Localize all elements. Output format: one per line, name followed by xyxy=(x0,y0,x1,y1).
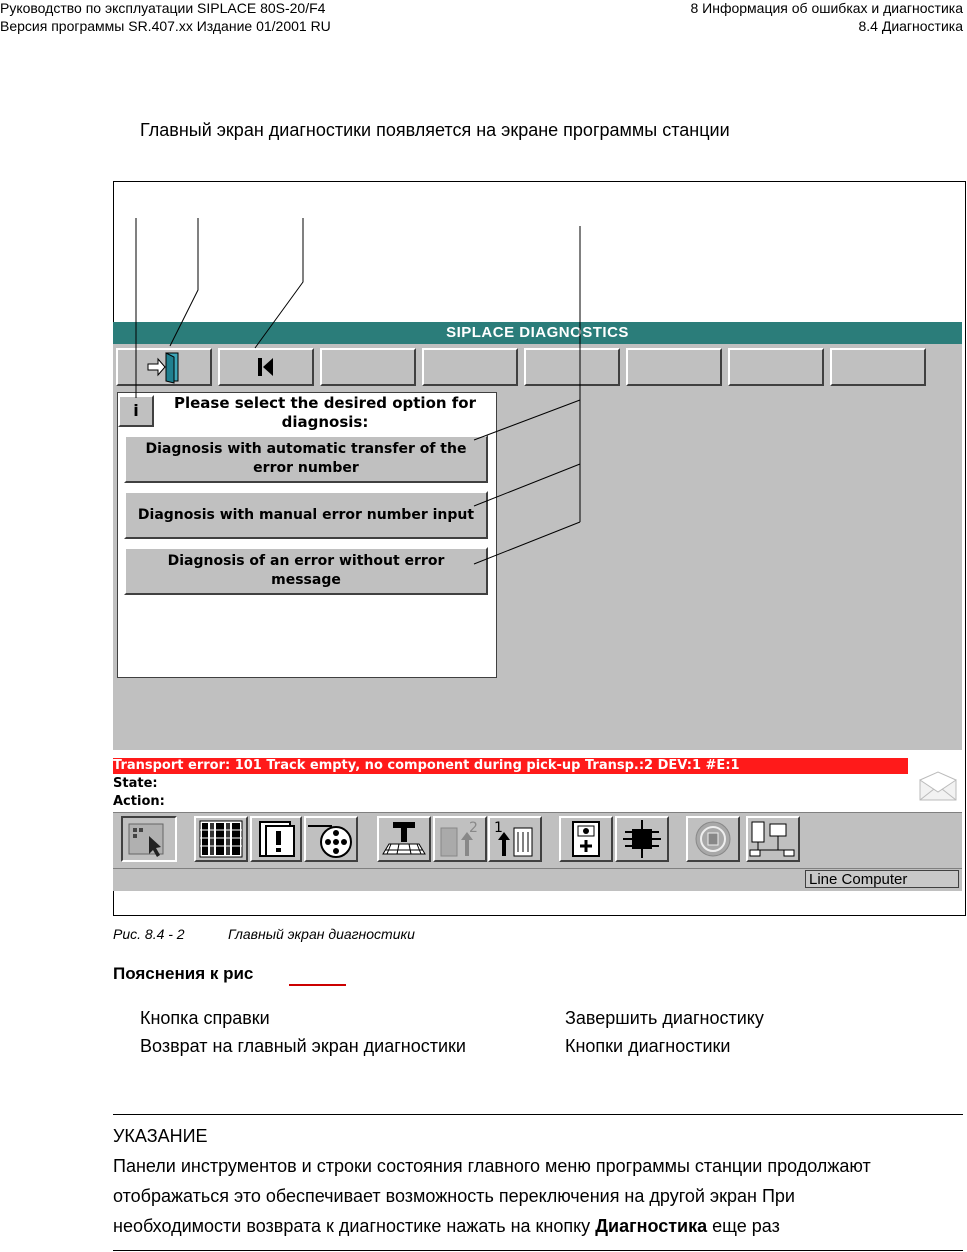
figure-number: Рис. 8.4 - 2 xyxy=(113,926,185,942)
note-bottom-rule xyxy=(113,1250,963,1251)
note-emphasis: Диагностика xyxy=(595,1216,708,1236)
envelope-icon[interactable] xyxy=(918,770,958,802)
svg-text:2: 2 xyxy=(469,820,478,836)
error-message-bar: Transport error: 101 Track empty, no component during pick-up Transp.:2 DEV:1 #E:1 xyxy=(113,758,908,774)
grid-table-icon xyxy=(196,818,246,860)
option-manual-input-button[interactable] xyxy=(124,491,488,539)
note-title: УКАЗАНИЕ xyxy=(113,1126,208,1146)
svg-text:1: 1 xyxy=(494,820,503,836)
toolbar-empty-button-2[interactable] xyxy=(422,348,518,386)
camera-add-icon xyxy=(561,818,611,860)
camera-add-button[interactable] xyxy=(559,816,613,862)
toolbar-empty-button-3[interactable] xyxy=(524,348,620,386)
help-button[interactable]: i xyxy=(118,395,154,427)
return-main-button[interactable] xyxy=(218,348,314,386)
header-chapter: 8 Информация об ошибках и диагностика xyxy=(690,0,963,16)
note-line: отображаться это обеспечивает возможность переключения на другой экран При xyxy=(113,1186,795,1206)
option-label: Diagnosis with automatic transfer of the error number xyxy=(145,441,467,476)
table-view-button[interactable] xyxy=(194,816,248,862)
legend-reference-line xyxy=(289,984,346,986)
header-section: 8.4 Диагностика xyxy=(858,18,963,34)
note-top-rule xyxy=(113,1114,963,1115)
option-auto-transfer-button[interactable] xyxy=(124,435,488,483)
skip-back-icon xyxy=(251,352,281,382)
window-title: SIPLACE DIAGNOSTICS xyxy=(113,322,962,344)
component-button[interactable] xyxy=(615,816,669,862)
header-doc-version: Версия программы SR.407.xx Издание 01/2001 RU xyxy=(0,18,331,34)
legend-item: Возврат на главный экран диагностики xyxy=(140,1036,466,1056)
chip-icon xyxy=(617,818,667,860)
legend-item: Завершить диагностику xyxy=(565,1008,764,1028)
figure-caption: Главный экран диагностики xyxy=(228,926,415,942)
toolbar-empty-button-1[interactable] xyxy=(320,348,416,386)
toolbar-empty-button-4[interactable] xyxy=(626,348,722,386)
note-line xyxy=(113,1216,780,1237)
option-no-message-button[interactable] xyxy=(124,547,488,595)
panel-prompt: Please select the desired option for diagnosis: xyxy=(174,394,476,431)
legend-item: Кнопка справки xyxy=(140,1008,270,1028)
line-computer-button[interactable] xyxy=(746,816,800,862)
placement-head-icon xyxy=(379,818,429,860)
note-line: Панели инструментов и строки состояния главного меню программы станции продолжают xyxy=(113,1156,871,1176)
recycle-button[interactable] xyxy=(686,816,740,862)
feeder-1-button[interactable] xyxy=(488,816,542,862)
note-text: еще раз xyxy=(707,1216,780,1236)
select-mode-button[interactable] xyxy=(121,816,177,862)
feeder-2-button[interactable] xyxy=(433,816,487,862)
legend-title: Пояснения к рис xyxy=(113,964,254,983)
toolbar-empty-button-6[interactable] xyxy=(830,348,926,386)
legend-item: Кнопки диагностики xyxy=(565,1036,731,1056)
pointer-select-icon xyxy=(123,818,175,860)
feeder-2-icon xyxy=(435,818,485,860)
recycle-icon xyxy=(688,818,738,860)
line-computer-field: Line Computer xyxy=(805,870,959,888)
line-computer-icon xyxy=(748,818,798,860)
reel-button[interactable] xyxy=(304,816,358,862)
intro-text: Главный экран диагностики появляется на экране программы станции xyxy=(140,120,730,140)
note-text: необходимости возврата к диагностике нажать на кнопку xyxy=(113,1216,596,1236)
placement-head-button[interactable] xyxy=(377,816,431,862)
option-label: Diagnosis of an error without error message xyxy=(167,553,445,588)
state-label: State: xyxy=(113,776,158,791)
toolbar-empty-button-5[interactable] xyxy=(728,348,824,386)
feeder-1-icon xyxy=(490,818,540,860)
reel-icon xyxy=(306,818,356,860)
exit-diagnosis-button[interactable] xyxy=(116,348,212,386)
exit-door-icon xyxy=(144,350,184,384)
header-doc-title: Руководство по эксплуатации SIPLACE 80S-20/F4 xyxy=(0,0,326,16)
action-label: Action: xyxy=(113,794,165,809)
warning-door-icon xyxy=(252,818,300,860)
option-label: Diagnosis with manual error number input xyxy=(137,506,475,523)
messages-button[interactable] xyxy=(250,816,302,862)
